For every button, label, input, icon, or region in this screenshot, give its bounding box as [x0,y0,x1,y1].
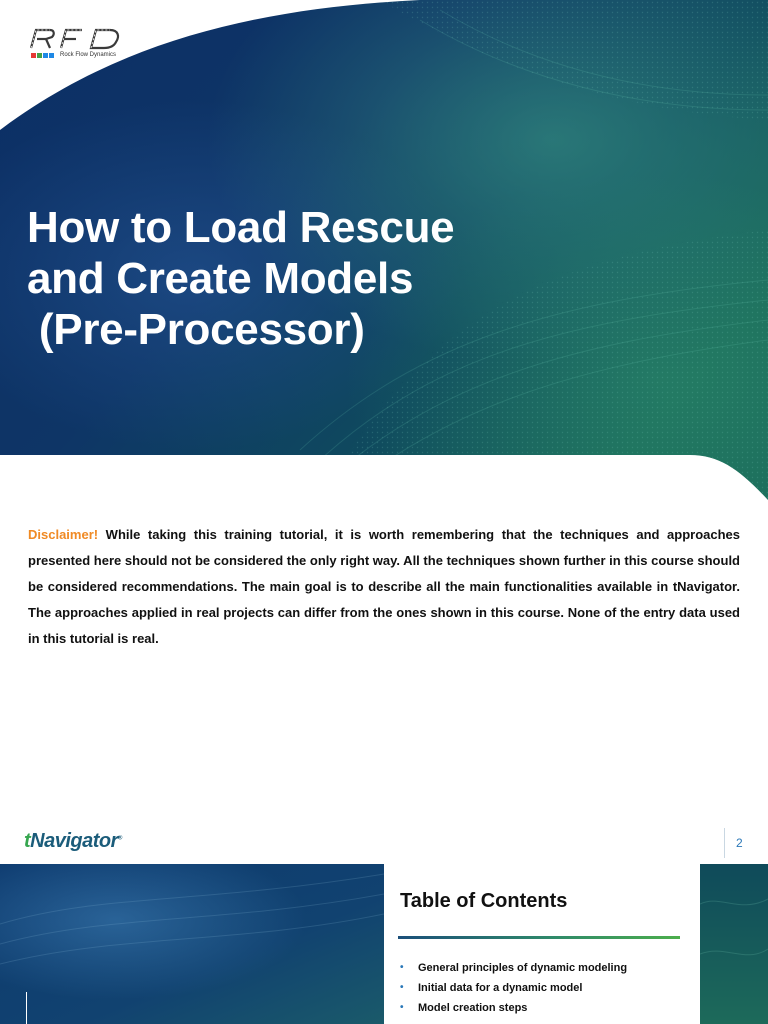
toc-item-label: Initial data for a dynamic model [418,982,583,994]
cover-title-line-1: How to Load Rescue [27,203,455,252]
toc-list [398,958,627,1018]
cover-title-line-3: (Pre-Processor) [27,305,365,354]
page-number-divider [724,828,725,858]
toc-title-underline [398,936,680,939]
bullet-icon: • [400,962,404,973]
toc-title: Table of Contents [400,890,568,912]
cover-hero [0,0,768,500]
table-of-contents [384,864,700,1024]
toc-item[interactable] [398,978,627,998]
toc-left-image-panel [0,864,384,1024]
rfd-logo [28,24,128,64]
toc-right-background-image [700,864,768,1024]
rfd-company-name: Rock Flow Dynamics [60,52,117,58]
cover-title-line-2: and Create Models [27,254,414,303]
toc-item-label: Model creation steps [418,1002,528,1014]
tnavigator-wordmark-rest: Navigator [30,830,118,852]
toc-item[interactable] [398,998,627,1018]
disclaimer-text: While taking this training tutorial, it is worth remembering that the techniques and approaches presented here should not be considered the only right way. All the techniques shown further in this course should be considered recommendations. The main goal is to describe all the main functionalities available in tNavigator. The approaches applied in real projects can differ from the ones shown in this course. None of the entry data used in this tutorial is real. [28,527,740,646]
cover-title [27,202,454,355]
tnavigator-wordmark-t: t [24,830,31,852]
toc-left-background-image [0,864,384,1024]
tnavigator-registered-mark: ® [117,835,122,842]
page-number: 2 [736,836,743,850]
disclaimer-label: Disclaimer! [28,527,99,542]
tnavigator-logo [24,830,122,858]
toc-item-label: General principles of dynamic modeling [418,962,628,974]
toc-right-image-panel [700,864,768,1024]
toc-left-accent-line [26,992,27,1024]
disclaimer-paragraph [28,522,740,652]
bullet-icon: • [400,982,404,993]
bullet-icon: • [400,1002,404,1013]
toc-item[interactable] [398,958,627,978]
rfd-logo-mark [28,24,128,64]
tnavigator-wordmark [24,830,122,852]
